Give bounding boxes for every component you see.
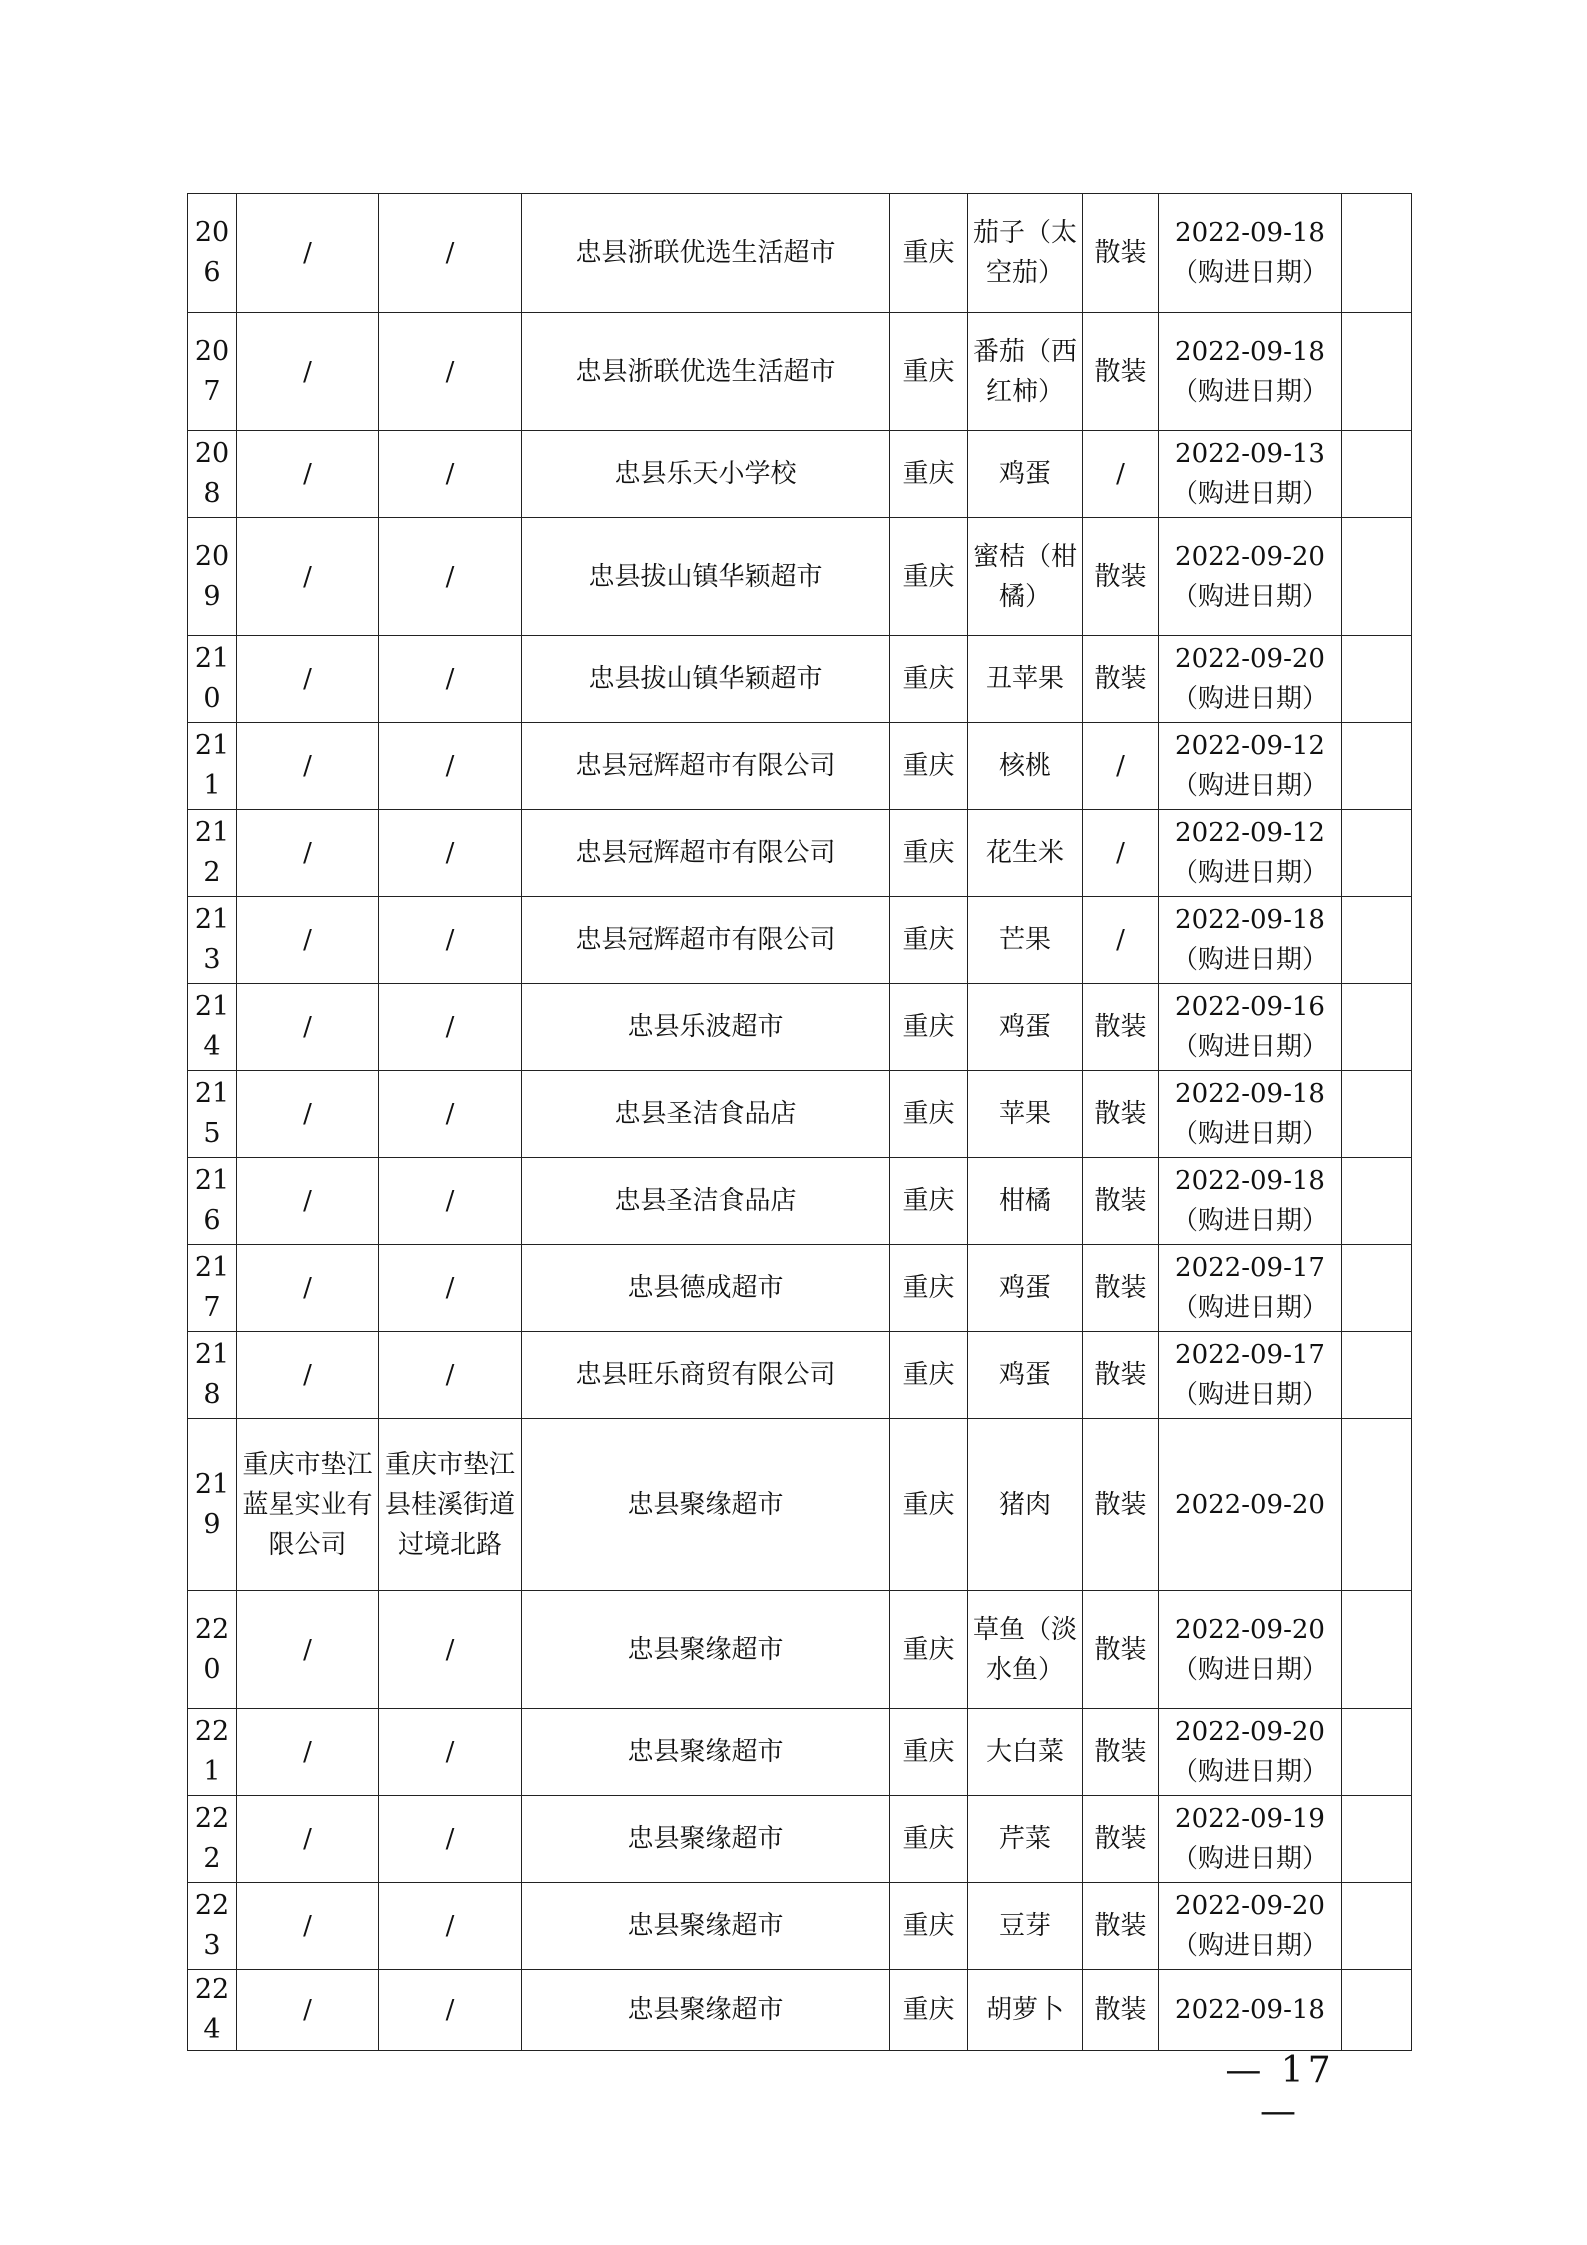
date-value: 2022-09-12 <box>1175 818 1325 848</box>
date-note: （购进日期） <box>1171 1032 1328 1062</box>
cell-region: 重庆 <box>890 984 968 1071</box>
table-body <box>188 194 1412 2051</box>
table-row <box>188 1158 1412 1245</box>
table-row <box>188 897 1412 984</box>
table-row <box>188 1796 1412 1883</box>
cell-date <box>1159 810 1342 897</box>
table-row <box>188 984 1412 1071</box>
cell-product: 丑苹果 <box>968 636 1083 723</box>
cell-remark <box>1342 723 1412 810</box>
cell-spec: 散装 <box>1083 1332 1159 1419</box>
cell-producer: / <box>237 1883 379 1970</box>
cell-region: 重庆 <box>890 194 968 313</box>
table-row <box>188 1071 1412 1158</box>
cell-seller: 忠县浙联优选生活超市 <box>522 194 890 313</box>
date-note: （购进日期） <box>1171 684 1328 714</box>
cell-seller: 忠县浙联优选生活超市 <box>522 313 890 431</box>
table-row <box>188 636 1412 723</box>
cell-region: 重庆 <box>890 1158 968 1245</box>
cell-remark <box>1342 897 1412 984</box>
cell-seller: 忠县乐波超市 <box>522 984 890 1071</box>
cell-producer-address: / <box>379 1332 522 1419</box>
cell-producer-address: / <box>379 313 522 431</box>
cell-date <box>1159 723 1342 810</box>
cell-number: 217 <box>188 1245 237 1332</box>
cell-region: 重庆 <box>890 431 968 518</box>
cell-spec: 散装 <box>1083 194 1159 313</box>
table-row <box>188 1883 1412 1970</box>
cell-spec: 散装 <box>1083 518 1159 636</box>
cell-remark <box>1342 1883 1412 1970</box>
cell-seller: 忠县聚缘超市 <box>522 1419 890 1591</box>
cell-remark <box>1342 1419 1412 1591</box>
cell-date <box>1159 1796 1342 1883</box>
cell-producer: / <box>237 313 379 431</box>
cell-seller: 忠县旺乐商贸有限公司 <box>522 1332 890 1419</box>
cell-seller: 忠县拔山镇华颖超市 <box>522 518 890 636</box>
table-row <box>188 518 1412 636</box>
cell-remark <box>1342 1158 1412 1245</box>
cell-number: 208 <box>188 431 237 518</box>
cell-spec: 散装 <box>1083 313 1159 431</box>
cell-seller: 忠县冠辉超市有限公司 <box>522 723 890 810</box>
date-value: 2022-09-13 <box>1175 439 1325 469</box>
cell-spec: 散装 <box>1083 1591 1159 1709</box>
cell-seller: 忠县聚缘超市 <box>522 1709 890 1796</box>
cell-seller: 忠县聚缘超市 <box>522 1970 890 2051</box>
cell-product: 豆芽 <box>968 1883 1083 1970</box>
date-value: 2022-09-17 <box>1175 1340 1325 1370</box>
cell-number: 214 <box>188 984 237 1071</box>
cell-product: 鸡蛋 <box>968 1332 1083 1419</box>
cell-producer-address: / <box>379 1245 522 1332</box>
cell-number: 220 <box>188 1591 237 1709</box>
cell-spec: 散装 <box>1083 1970 1159 2051</box>
cell-region: 重庆 <box>890 1071 968 1158</box>
cell-date <box>1159 1970 1342 2051</box>
page-number: — 17 — <box>1225 2050 1335 2132</box>
date-note: （购进日期） <box>1171 376 1328 407</box>
cell-number: 219 <box>188 1419 237 1591</box>
cell-product: 鸡蛋 <box>968 431 1083 518</box>
cell-remark <box>1342 1245 1412 1332</box>
cell-spec: 散装 <box>1083 1245 1159 1332</box>
cell-seller: 忠县冠辉超市有限公司 <box>522 810 890 897</box>
cell-producer-address: / <box>379 431 522 518</box>
cell-remark <box>1342 1796 1412 1883</box>
cell-remark <box>1342 1591 1412 1709</box>
cell-producer-address: / <box>379 1158 522 1245</box>
cell-producer-address: / <box>379 636 522 723</box>
cell-region: 重庆 <box>890 1591 968 1709</box>
cell-product: 蜜桔（柑橘） <box>968 518 1083 636</box>
cell-seller: 忠县德成超市 <box>522 1245 890 1332</box>
cell-spec: 散装 <box>1083 1419 1159 1591</box>
cell-producer: / <box>237 1071 379 1158</box>
date-value: 2022-09-18 <box>1175 1166 1325 1196</box>
cell-producer: / <box>237 431 379 518</box>
cell-region: 重庆 <box>890 723 968 810</box>
cell-spec: 散装 <box>1083 1883 1159 1970</box>
cell-date <box>1159 1332 1342 1419</box>
cell-spec: 散装 <box>1083 636 1159 723</box>
cell-product: 茄子（太空茄） <box>968 194 1083 313</box>
cell-date <box>1159 1883 1342 1970</box>
cell-producer: / <box>237 1158 379 1245</box>
cell-seller: 忠县拔山镇华颖超市 <box>522 636 890 723</box>
date-note: （购进日期） <box>1171 945 1328 975</box>
cell-number: 224 <box>188 1970 237 2051</box>
cell-region: 重庆 <box>890 518 968 636</box>
cell-product: 猪肉 <box>968 1419 1083 1591</box>
cell-date <box>1159 1245 1342 1332</box>
cell-region: 重庆 <box>890 636 968 723</box>
cell-date <box>1159 313 1342 431</box>
date-note: （购进日期） <box>1171 479 1328 509</box>
cell-remark <box>1342 1970 1412 2051</box>
cell-remark <box>1342 313 1412 431</box>
cell-number: 222 <box>188 1796 237 1883</box>
inspection-table <box>187 193 1412 2051</box>
cell-seller: 忠县圣洁食品店 <box>522 1071 890 1158</box>
cell-date <box>1159 1591 1342 1709</box>
cell-seller: 忠县圣洁食品店 <box>522 1158 890 1245</box>
cell-producer: / <box>237 1796 379 1883</box>
cell-region: 重庆 <box>890 897 968 984</box>
cell-producer-address: / <box>379 1709 522 1796</box>
cell-number: 211 <box>188 723 237 810</box>
cell-region: 重庆 <box>890 1419 968 1591</box>
date-value: 2022-09-20 <box>1175 1891 1325 1921</box>
cell-number: 223 <box>188 1883 237 1970</box>
cell-date <box>1159 1709 1342 1796</box>
cell-product: 鸡蛋 <box>968 1245 1083 1332</box>
date-note: （购进日期） <box>1171 1931 1328 1961</box>
cell-region: 重庆 <box>890 1709 968 1796</box>
cell-date <box>1159 897 1342 984</box>
cell-region: 重庆 <box>890 1796 968 1883</box>
table-row <box>188 1970 1412 2051</box>
date-note: （购进日期） <box>1171 258 1328 288</box>
cell-date <box>1159 984 1342 1071</box>
date-note: （购进日期） <box>1171 1380 1328 1410</box>
cell-number: 209 <box>188 518 237 636</box>
cell-producer: / <box>237 636 379 723</box>
date-note: （购进日期） <box>1171 581 1328 612</box>
cell-producer: / <box>237 194 379 313</box>
cell-product: 大白菜 <box>968 1709 1083 1796</box>
cell-spec: 散装 <box>1083 1709 1159 1796</box>
cell-producer-address: / <box>379 810 522 897</box>
cell-product: 鸡蛋 <box>968 984 1083 1071</box>
date-note: （购进日期） <box>1171 858 1328 888</box>
date-value: 2022-09-12 <box>1175 731 1325 761</box>
cell-number: 206 <box>188 194 237 313</box>
cell-number: 216 <box>188 1158 237 1245</box>
cell-date <box>1159 1071 1342 1158</box>
cell-producer: / <box>237 1591 379 1709</box>
cell-producer-address: / <box>379 897 522 984</box>
cell-remark <box>1342 1071 1412 1158</box>
cell-producer: / <box>237 810 379 897</box>
cell-seller: 忠县冠辉超市有限公司 <box>522 897 890 984</box>
cell-producer: / <box>237 897 379 984</box>
cell-spec: 散装 <box>1083 1158 1159 1245</box>
cell-spec: / <box>1083 810 1159 897</box>
table-row <box>188 313 1412 431</box>
cell-remark <box>1342 1332 1412 1419</box>
cell-date <box>1159 636 1342 723</box>
date-value: 2022-09-16 <box>1175 992 1325 1022</box>
cell-producer-address: / <box>379 1591 522 1709</box>
cell-region: 重庆 <box>890 1332 968 1419</box>
cell-seller: 忠县聚缘超市 <box>522 1883 890 1970</box>
date-value: 2022-09-18 <box>1175 905 1325 935</box>
cell-producer: / <box>237 1709 379 1796</box>
cell-region: 重庆 <box>890 1245 968 1332</box>
cell-spec: / <box>1083 723 1159 810</box>
cell-producer-address: / <box>379 1970 522 2051</box>
date-value: 2022-09-18 <box>1175 218 1325 248</box>
cell-producer: / <box>237 1245 379 1332</box>
cell-spec: 散装 <box>1083 1071 1159 1158</box>
date-note: （购进日期） <box>1171 1757 1328 1787</box>
cell-spec: 散装 <box>1083 1796 1159 1883</box>
table-row <box>188 1709 1412 1796</box>
cell-product: 草鱼（淡水鱼） <box>968 1591 1083 1709</box>
cell-seller: 忠县乐天小学校 <box>522 431 890 518</box>
date-note: （购进日期） <box>1171 1844 1328 1874</box>
cell-producer-address: 重庆市垫江县桂溪街道过境北路 <box>379 1419 522 1591</box>
cell-region: 重庆 <box>890 810 968 897</box>
date-value: 2022-09-17 <box>1175 1253 1325 1283</box>
date-value: 2022-09-20 <box>1175 1614 1325 1645</box>
cell-date <box>1159 518 1342 636</box>
table-row <box>188 194 1412 313</box>
cell-number: 212 <box>188 810 237 897</box>
date-value: 2022-09-18 <box>1175 336 1325 367</box>
cell-region: 重庆 <box>890 1970 968 2051</box>
cell-product: 胡萝卜 <box>968 1970 1083 2051</box>
cell-region: 重庆 <box>890 313 968 431</box>
date-note: （购进日期） <box>1171 1654 1328 1685</box>
date-note: （购进日期） <box>1171 771 1328 801</box>
cell-remark <box>1342 194 1412 313</box>
cell-number: 215 <box>188 1071 237 1158</box>
cell-remark <box>1342 1709 1412 1796</box>
cell-product: 苹果 <box>968 1071 1083 1158</box>
cell-number: 221 <box>188 1709 237 1796</box>
cell-product: 柑橘 <box>968 1158 1083 1245</box>
cell-number: 210 <box>188 636 237 723</box>
table-row <box>188 810 1412 897</box>
date-note: （购进日期） <box>1171 1119 1328 1149</box>
cell-date <box>1159 194 1342 313</box>
cell-number: 218 <box>188 1332 237 1419</box>
cell-number: 207 <box>188 313 237 431</box>
table-row <box>188 1419 1412 1591</box>
cell-remark <box>1342 518 1412 636</box>
cell-product: 芒果 <box>968 897 1083 984</box>
cell-date <box>1159 1419 1342 1591</box>
cell-seller: 忠县聚缘超市 <box>522 1796 890 1883</box>
cell-product: 芹菜 <box>968 1796 1083 1883</box>
cell-spec: / <box>1083 431 1159 518</box>
table-row <box>188 431 1412 518</box>
cell-remark <box>1342 810 1412 897</box>
cell-producer-address: / <box>379 1796 522 1883</box>
cell-producer: / <box>237 984 379 1071</box>
cell-remark <box>1342 431 1412 518</box>
date-note: （购进日期） <box>1171 1293 1328 1323</box>
cell-producer-address: / <box>379 723 522 810</box>
cell-date <box>1159 1158 1342 1245</box>
cell-date <box>1159 431 1342 518</box>
date-note: （购进日期） <box>1171 1206 1328 1236</box>
cell-region: 重庆 <box>890 1883 968 1970</box>
cell-producer: 重庆市垫江蓝星实业有限公司 <box>237 1419 379 1591</box>
cell-remark <box>1342 984 1412 1071</box>
date-value: 2022-09-20 <box>1175 1717 1325 1747</box>
cell-producer-address: / <box>379 1883 522 1970</box>
cell-producer: / <box>237 723 379 810</box>
cell-number: 213 <box>188 897 237 984</box>
date-value: 2022-09-18 <box>1175 1995 1325 2025</box>
cell-product: 花生米 <box>968 810 1083 897</box>
cell-producer-address: / <box>379 194 522 313</box>
cell-spec: / <box>1083 897 1159 984</box>
cell-product: 番茄（西红柿） <box>968 313 1083 431</box>
table-row <box>188 1591 1412 1709</box>
table-row <box>188 723 1412 810</box>
cell-producer: / <box>237 1970 379 2051</box>
date-value: 2022-09-18 <box>1175 1079 1325 1109</box>
cell-producer-address: / <box>379 984 522 1071</box>
date-value: 2022-09-20 <box>1175 644 1325 674</box>
date-value: 2022-09-19 <box>1175 1804 1325 1834</box>
cell-producer: / <box>237 518 379 636</box>
cell-product: 核桃 <box>968 723 1083 810</box>
table-row <box>188 1332 1412 1419</box>
cell-spec: 散装 <box>1083 984 1159 1071</box>
cell-seller: 忠县聚缘超市 <box>522 1591 890 1709</box>
cell-remark <box>1342 636 1412 723</box>
cell-producer-address: / <box>379 518 522 636</box>
date-value: 2022-09-20 <box>1175 1489 1325 1520</box>
table-row <box>188 1245 1412 1332</box>
cell-producer: / <box>237 1332 379 1419</box>
cell-producer-address: / <box>379 1071 522 1158</box>
date-value: 2022-09-20 <box>1175 541 1325 572</box>
